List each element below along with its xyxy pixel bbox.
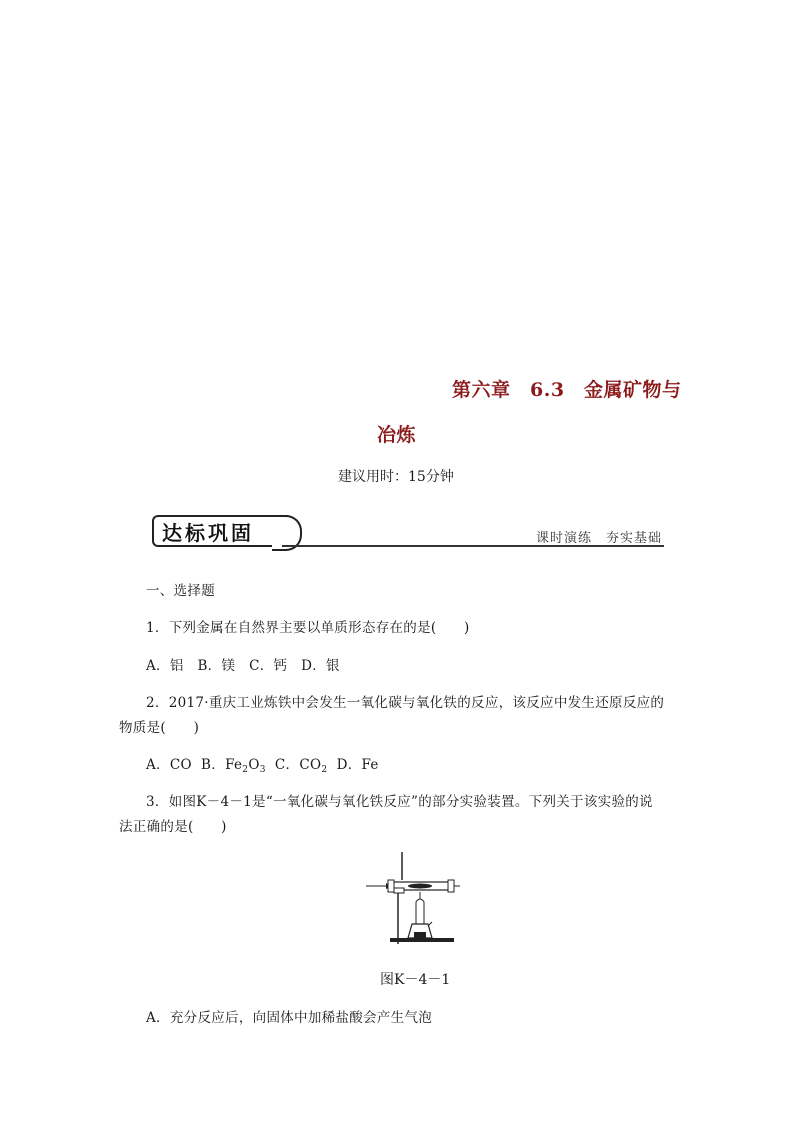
question-3-stem-line2: 法正确的是( ) — [119, 819, 227, 835]
option-c: C．$CO_2$ — [274, 757, 328, 775]
sample — [408, 884, 432, 889]
flame — [416, 899, 424, 924]
banner-label: 达标巩固 — [162, 521, 254, 545]
stand-base — [390, 938, 454, 942]
apparatus-figure — [362, 852, 462, 948]
question-1-options: A．铝 B．镁 C．钙 D．银 — [146, 658, 340, 674]
chapter-title-line1: 第六章 6.3 金属矿物与 — [452, 379, 682, 401]
option-b: B．$Fe_2O_3$ — [201, 757, 266, 775]
banner-right-text: 课时演练 夯实基础 — [535, 531, 662, 546]
figure-caption: 图K－4－1 — [380, 972, 451, 988]
chapter-title-line2: 冶炼 — [377, 424, 417, 446]
question-2-stem-line1: 2．2017·重庆工业炼铁中会发生一氧化碳与氧化铁的反应，该反应中发生还原反应的 — [146, 695, 665, 711]
question-3-stem-line1: 3．如图K－4－1是“一氧化碳与氧化铁反应”的部分实验装置。下列关于该实验的说 — [146, 794, 653, 810]
question-3-option-a: A．充分反应后，向固体中加稀盐酸会产生气泡 — [146, 1010, 433, 1026]
suggested-time: 建议用时：15分钟 — [338, 469, 454, 485]
section-banner — [152, 515, 664, 549]
option-d: D．Fe — [336, 757, 379, 773]
question-2-stem-line2: 物质是( ) — [119, 720, 200, 736]
section-heading: 一、选择题 — [146, 583, 215, 599]
option-a: A．CO — [146, 757, 192, 773]
question-1-stem: 1．下列金属在自然界主要以单质形态存在的是( ) — [146, 620, 470, 636]
question-2-options — [146, 753, 379, 775]
